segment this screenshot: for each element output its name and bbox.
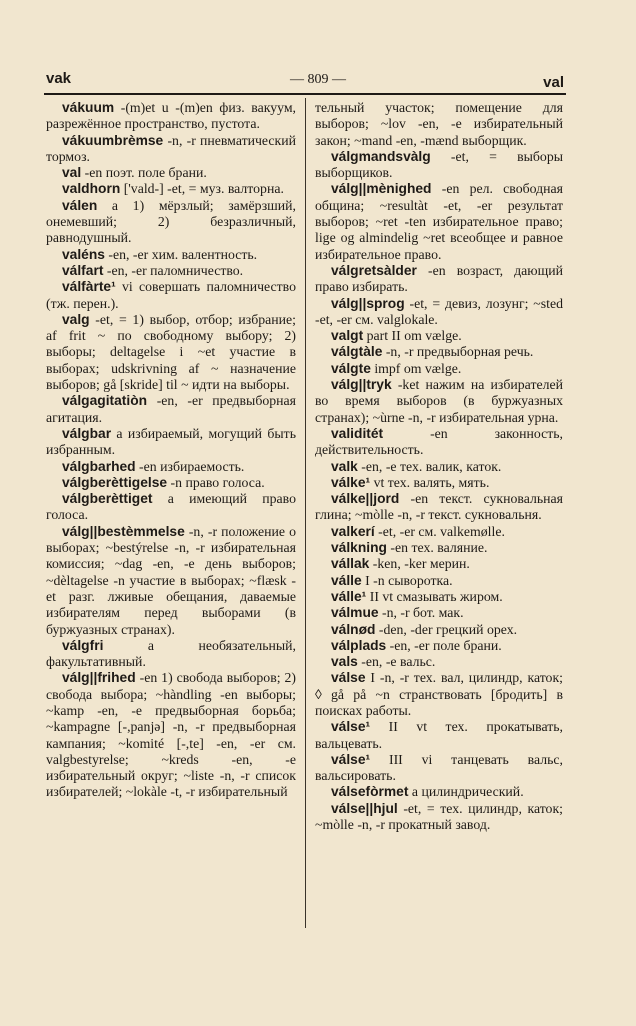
- definition: -en 1) свобода выборов; 2) свобода выбора; ~hàndling -en выборы; ~kamp -en, -e предвыборная борьба; ~kampagne [-,panjə] -n, -r предвыборная кампания; ~komité [-,te] -en, -er см. valgbestyrelse; ~kreds -en, -e избирательный округ; ~liste -n, -r список избирателей; ~lokàle -t, -r избирательный: [46, 670, 296, 800]
- dictionary-entry: [46, 312, 296, 393]
- definition: -en законность, действительность.: [315, 425, 563, 458]
- definition: -ken, -ker мерин.: [369, 556, 470, 572]
- dictionary-entry: [315, 361, 563, 377]
- dictionary-entry: [315, 784, 563, 800]
- definition: -et, = 1) выбор, отбор; избрание; af frit ~ по свободному выбору; 2) выборы; deltagelse i ~et участие в выборах; udskrivning af ~ назначение выборов; gå [skride] til ~ идти на выборы.: [46, 311, 296, 393]
- headword: válg||bestèmmelse: [62, 523, 185, 539]
- definition: II vt тех. прокатывать, вальцевать.: [315, 719, 563, 751]
- headword: válgberèttiget: [62, 491, 153, 507]
- definition: part II om vælge.: [363, 328, 462, 344]
- dictionary-entry: [315, 100, 563, 149]
- definition: -en, -er предвыборная агитация.: [46, 393, 296, 425]
- dictionary-entry: [46, 524, 296, 638]
- headword: válse¹: [331, 751, 371, 767]
- dictionary-entry: [46, 459, 296, 475]
- headword: válse: [331, 670, 366, 686]
- dictionary-entry: [315, 344, 563, 360]
- definition: a избираемый, могущий быть избранным.: [46, 425, 296, 458]
- dictionary-entry: [46, 638, 296, 671]
- dictionary-entry: [46, 100, 296, 133]
- definition: -en избираемость.: [135, 458, 245, 474]
- dictionary-entry: [46, 279, 296, 312]
- dictionary-entry: [46, 247, 296, 263]
- definition: -n, -r положение о выборах; ~bestýrelse -n, -r избирательная комиссия; ~dag -en, -e день выборов; ~dèltagelse -n участие в выборах; ~flæsk -et разг. лживые обещания, даваемые избирателям перед выборами (в буржуазных странах).: [46, 523, 296, 637]
- dictionary-entry: [315, 589, 563, 605]
- headword: válgberèttigelse: [62, 474, 168, 490]
- headword: valéns: [62, 246, 105, 262]
- headword: valdhorn: [62, 181, 121, 197]
- dictionary-entry: [315, 491, 563, 524]
- definition: -(m)et u -(m)en физ. вакуум, разрежённое пространство, пустота.: [46, 100, 296, 132]
- headword: válke¹: [331, 474, 371, 490]
- dictionary-entry: [315, 149, 563, 182]
- definition: -et, = тех. цилиндр, каток; ~mòlle -n, -r прокатный завод.: [315, 800, 563, 833]
- dictionary-entry: [46, 670, 296, 800]
- headword: válmue: [331, 605, 379, 621]
- dictionary-entry: [315, 328, 563, 344]
- headword: válnød: [331, 621, 376, 637]
- definition: -en тех. валяние.: [386, 540, 488, 556]
- left-column: [46, 100, 296, 930]
- definition: a необязательный, факультативный.: [46, 637, 296, 670]
- dictionary-entry: [315, 540, 563, 556]
- definition: -en возраст, дающий право избирать.: [315, 262, 563, 295]
- definition: -en рел. свободная община; ~resultàt -et, -er результат выборов; ~ret -ten избирательное право; lige og almindelig ~ret всеобщее и равное избирательное право.: [315, 181, 563, 262]
- running-head-left: vak: [46, 70, 72, 87]
- definition: a 1) мёрзлый; замёрзший, онемевший; 2) безразличный, равнодушный.: [46, 197, 296, 246]
- dictionary-entry: [315, 670, 563, 719]
- dictionary-entry: [315, 719, 563, 752]
- page-number: — 809 —: [290, 72, 346, 87]
- headword: válen: [62, 197, 98, 213]
- definition: vt тех. валять, мять.: [370, 474, 490, 490]
- headword: válgmandsvàlg: [331, 148, 431, 164]
- dictionary-entry: [315, 801, 563, 834]
- headword: válgbarhed: [62, 458, 136, 474]
- definition: -en, -er поле брани.: [386, 637, 502, 653]
- definition: -et, = выборы выборщиков.: [315, 148, 563, 181]
- right-column: [315, 100, 563, 930]
- headword: val: [62, 165, 82, 181]
- headword: vállak: [331, 556, 370, 572]
- headword: válgagitatiòn: [62, 393, 148, 409]
- definition: -n право голоса.: [167, 474, 265, 490]
- headword: vals: [331, 654, 358, 670]
- definition: -n, -r предвыборная речь.: [382, 344, 534, 360]
- dictionary-entry: [315, 654, 563, 670]
- dictionary-entry: [46, 133, 296, 166]
- dictionary-entry: [46, 165, 296, 181]
- headword: válg||mènighed: [331, 181, 432, 197]
- definition: -n, -r пневматический тормоз.: [46, 132, 296, 164]
- definition: -en, -er паломничество.: [103, 262, 244, 278]
- definition: impf om vælge.: [370, 360, 462, 376]
- definition: -et, = девиз, лозунг; ~sted -et, -er см. valglokale.: [315, 295, 563, 327]
- dictionary-entry: [315, 426, 563, 459]
- dictionary-entry: [315, 459, 563, 475]
- headword: valgt: [331, 328, 364, 344]
- dictionary-entry: [315, 605, 563, 621]
- dictionary-entry: [315, 573, 563, 589]
- headword: válsefòrmet: [331, 784, 409, 800]
- dictionary-entry: [315, 475, 563, 491]
- definition: II vt смазывать жиром.: [366, 588, 503, 604]
- column-divider: [305, 98, 306, 928]
- dictionary-entry: [46, 475, 296, 491]
- definition: III vi танцевать вальс, вальсировать.: [315, 751, 563, 784]
- headword: vákuumbrèmse: [62, 132, 164, 148]
- definition: -en, -e тех. валик, каток.: [357, 458, 502, 474]
- definition: I -n сыворотка.: [361, 572, 453, 588]
- running-head-right: val: [543, 74, 564, 91]
- definition: -en поэт. поле брани.: [81, 165, 207, 181]
- dictionary-entry: [315, 377, 563, 426]
- headword: válse||hjul: [331, 800, 398, 816]
- definition: тельный участок; помещение для выборов; ~lov -en, -e избирательный закон; ~mand -en, -mænd выборщик.: [315, 100, 563, 148]
- headword: válgtàle: [331, 344, 383, 360]
- dictionary-entry: [315, 556, 563, 572]
- dictionary-entry: [315, 638, 563, 654]
- definition: -den, -der грецкий орех.: [375, 621, 518, 637]
- dictionary-entry: [315, 263, 563, 296]
- dictionary-entry: [315, 296, 563, 329]
- definition: vi совершать паломничество (тж. перен.).: [46, 279, 296, 311]
- dictionary-entry: [46, 426, 296, 459]
- headword: válle¹: [331, 588, 367, 604]
- headword: valkerí: [331, 523, 375, 539]
- dictionary-entry: [315, 181, 563, 262]
- headword: válgbar: [62, 425, 112, 441]
- definition: I -n, -r тех. вал, цилиндр, каток; ◊ gå på ~n странствовать [бродить] в поисках работы.: [315, 670, 563, 718]
- headword: válplads: [331, 637, 387, 653]
- dictionary-entry: [46, 263, 296, 279]
- headword: vákuum: [62, 100, 115, 115]
- headword: válfàrte¹: [62, 279, 116, 295]
- definition: -ket нажим на избирателей во время выборов (в буржуазных странах); ~ùrne -n, -r избирательная урна.: [315, 377, 563, 425]
- headword: válke||jord: [331, 491, 400, 507]
- definition: -en, -e вальс.: [357, 654, 436, 670]
- headword: valg: [62, 311, 90, 327]
- dictionary-entry: [315, 622, 563, 638]
- headword: válgretsàlder: [331, 262, 417, 278]
- dictionary-entry: [315, 524, 563, 540]
- headword: valk: [331, 458, 358, 474]
- definition: -et, -er см. valkemølle.: [374, 523, 505, 539]
- headword: válse¹: [331, 719, 371, 735]
- header-rule: [44, 93, 566, 95]
- definition: a цилиндрический.: [408, 784, 524, 800]
- dictionary-entry: [46, 198, 296, 247]
- headword: válle: [331, 572, 362, 588]
- dictionary-entry: [46, 181, 296, 197]
- headword: válgte: [331, 360, 371, 376]
- dictionary-entry: [46, 491, 296, 524]
- headword: válg||frihed: [62, 670, 136, 686]
- headword: válfart: [62, 262, 104, 278]
- definition: a имеющий право голоса.: [46, 491, 296, 523]
- headword: válgfri: [62, 637, 104, 653]
- dictionary-entry: [315, 752, 563, 785]
- definition: -n, -r бот. мак.: [378, 605, 464, 621]
- headword: válg||tryk: [331, 377, 392, 393]
- headword: válkning: [331, 540, 387, 556]
- definition: ['vald-] -et, = муз. валторна.: [120, 181, 284, 197]
- definition: -en текст. сукновальная глина; ~mòlle -n, -r текст. сукновальня.: [315, 491, 563, 523]
- dictionary-entry: [46, 393, 296, 426]
- headword: válg||sprog: [331, 295, 405, 311]
- definition: -en, -er хим. валентность.: [104, 246, 258, 262]
- headword: validitét: [331, 425, 384, 441]
